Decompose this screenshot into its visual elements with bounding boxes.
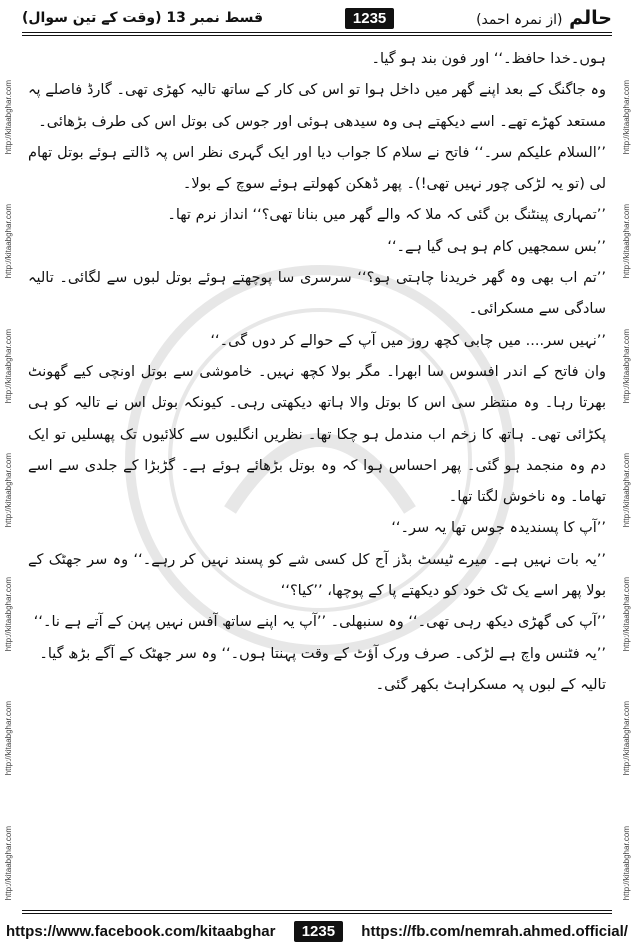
page-number-badge: 1235 [345, 8, 394, 29]
paragraph: ’’السلام علیکم سر۔‘‘ فاتح نے سلام کا جواب دیا اور ایک گہری نظر اس پہ ڈالتے ہوئے بوتل تھام لی (تو یہ لڑکی چور نہیں تھی!)۔ پھر ڈھکن کھولتے ہوئے سوچ کے بولا۔ [28, 144, 606, 193]
right-margin-urls [618, 80, 634, 900]
header-rule [22, 32, 612, 33]
paragraph: ’’تمہاری پینٹنگ بن گئی کہ ملا کہ والے گھر میں بنانا تھی؟‘‘ انداز نرم تھا۔ [167, 207, 606, 224]
footer-rule [22, 913, 612, 914]
side-url: http://kitaabghar.com [3, 80, 13, 155]
paragraph: ہوں۔خدا حافظ۔‘‘ اور فون بند ہو گیا۔ [371, 51, 606, 67]
side-url: http://kitaabghar.com [3, 577, 13, 652]
author-fb-link[interactable]: https://fb.com/nemrah.ahmed.official/ [361, 922, 628, 940]
paragraph: ’’تم اب بھی وہ گھر خریدنا چاہتی ہو؟‘‘ سرسری سا پوچھتے ہوئے بوتل لبوں سے لگائی۔ تالیہ سادگی سے مسکرائی۔ [28, 270, 606, 318]
side-url: http://kitaabghar.com [3, 701, 13, 776]
paragraph: تالیہ کے لبوں پہ مسکراہٹ بکھر گئی۔ [375, 676, 606, 693]
footer-page-number: 1235 [294, 921, 343, 942]
book-title [476, 7, 612, 29]
side-url: http://kitaabghar.com [621, 825, 631, 900]
side-url: http://kitaabghar.com [621, 328, 631, 403]
episode-title: قسط نمبر 13 (وقت کے تین سوال) [22, 10, 264, 26]
left-margin-urls [0, 80, 16, 900]
paragraph: ’’بس سمجھیں کام ہو ہی گیا ہے۔‘‘ [387, 238, 606, 255]
side-url: http://kitaabghar.com [621, 577, 631, 652]
paragraph: ’’آپ کی گھڑی دیکھ رہی تھی۔‘‘ وہ سنبھلی۔ ’’آپ یہ اپنے ساتھ آفس نہیں پہن کے آتے ہے نا۔‘‘ [33, 614, 606, 631]
page-header [22, 6, 612, 30]
header-rule [22, 35, 612, 36]
paragraph: ’’آپ کا پسندیدہ جوس تھا یہ سر۔‘‘ [391, 520, 606, 537]
facebook-link[interactable]: https://www.facebook.com/kitaabghar [6, 922, 276, 940]
novel-name: حالم [569, 7, 612, 29]
side-url: http://kitaabghar.com [3, 328, 13, 403]
page-footer [6, 918, 628, 944]
paragraph: ’’نہیں سر.... میں چابی کچھ روز میں آپ کے حوالے کر دوں گی۔‘‘ [210, 332, 606, 349]
side-url: http://kitaabghar.com [621, 80, 631, 155]
side-url: http://kitaabghar.com [621, 204, 631, 279]
paragraph: وہ جاگنگ کے بعد اپنے گھر میں داخل ہوا تو اس کی کار کے ساتھ تالیہ کھڑی تھی۔ گارڈ فاصلے پہ مستعد کھڑے تھے۔ اسے دیکھتے ہی وہ سیدھی ہوئی اور جوس کی بوتل اس کی طرف بڑھائی۔ [28, 82, 606, 130]
side-url: http://kitaabghar.com [3, 452, 13, 528]
paragraph: ’’یہ بات نہیں ہے۔ میرے ٹیسٹ بڈز آج کل کسی شے کو پسند نہیں کر رہے۔‘‘ وہ سر جھٹک کے بولا پھر اسے یک ٹک خود کو دیکھتے پا کے پوچھا، ’’کیا؟‘‘ [28, 551, 606, 600]
paragraph: ’’یہ فٹنس واچ ہے لڑکی۔ صرف ورک آؤٹ کے وقت پہنتا ہوں۔‘‘ وہ سر جھٹک کے آگے بڑھ گیا۔ [39, 645, 606, 662]
footer-rule [22, 910, 612, 911]
side-url: http://kitaabghar.com [3, 204, 13, 279]
side-url: http://kitaabghar.com [621, 701, 631, 776]
author-name: (از نمرہ احمد) [476, 12, 563, 28]
paragraph: وان فاتح کے اندر افسوس سا ابھرا۔ مگر بولا کچھ نہیں۔ خاموشی سے بوتل اونچی کیے گھونٹ بھرتا رہا۔ وہ منتظر سی اس کا بوتل والا ہاتھ دیکھتی رہی۔ کیونکہ بوتل اس نے تالیہ کو ہی پکڑائی تھی۔ ہاتھ کا زخم اب مندمل ہو چکا تھا۔ نظریں انگلیوں سے کلائیوں تک پھسلیں تو ایک دم وہ منجمد ہو گئی۔ پھر احساس ہوا کہ وہ بوتل بڑھائے ہوئے ہے۔ گڑبڑا کے جلدی سے اسے تھاما۔ وہ ناخوش لگتا تھا۔ [28, 363, 606, 506]
side-url: http://kitaabghar.com [621, 452, 631, 528]
side-url: http://kitaabghar.com [3, 825, 13, 900]
story-text [28, 44, 606, 906]
